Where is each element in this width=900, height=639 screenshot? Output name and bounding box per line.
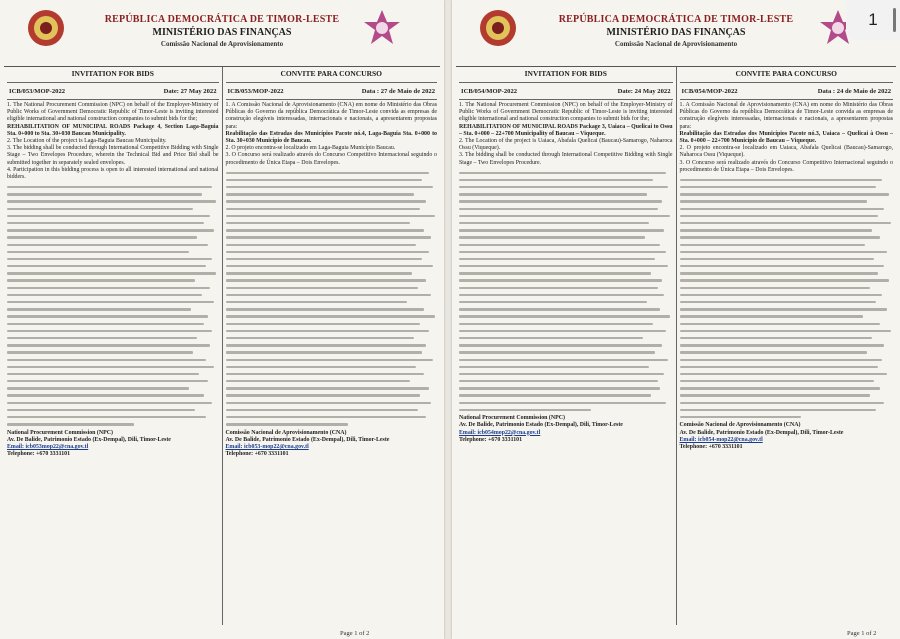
contact-phone: Telephone: +670 3331101 bbox=[7, 451, 71, 458]
project-name: Reabilitação das Estradas dos Municípios Pacote nó.3, Uaiaca – Quelicai à Ossu – Sta. 0+000 – 22+700 Município de Baucau – Viqueque. bbox=[679, 130, 893, 145]
republic-name: REPÚBLICA DEMOCRÁTICA DE TIMOR-LESTE bbox=[104, 14, 340, 25]
portuguese-column bbox=[676, 67, 897, 625]
project-name: REHABILITATION OF MUNICIPAL ROADS Package 3, Uaiaca – Quelicai to Ossu – Sta. 0+000 – 22+700 Municipality of Baucau – Viqueque. bbox=[459, 123, 673, 137]
cna-seal-icon bbox=[362, 8, 402, 48]
contact-address: Av. De Balide, Patrimonio Estado (Ex-Dempal), Dili, Timor-Leste bbox=[225, 436, 390, 443]
bid-reference: ICB/054/MOP-2022 bbox=[461, 87, 518, 95]
letterhead bbox=[452, 0, 900, 68]
paragraph: 2. The Location of the project is Laga-Baguia Baucau Municipality. bbox=[7, 138, 167, 145]
scrollbar-handle[interactable] bbox=[893, 8, 896, 32]
contact-heading: Comissão Nacional de Aprovisionamento (CNA) bbox=[679, 422, 801, 429]
bid-reference: ICB/054/MOP-2022 bbox=[681, 87, 738, 95]
republic-name: REPÚBLICA DEMOCRÁTICA DE TIMOR-LESTE bbox=[558, 14, 794, 25]
paragraph: 1. A Comissão Nacional de Aprovisionamento (CNA) em nome do Ministério das Obras Públicas do Governo da república Democrática de Timor-Leste convida as empresas de construção elegíveis interessadas, internacionais e nacionais, a apresentarem propostas para: bbox=[225, 102, 437, 130]
bid-date: Data : 27 de Maio de 2022 bbox=[361, 87, 435, 95]
paragraph: 1. A Comissão Nacional de Aprovisionamento (CNA) em nome do Ministério das Obras Públicas do Governo da república Democrática de Timor-Leste convida as empresas de construção elegíveis interessadas, internacionais e nacionais, a apresentarem propostas para: bbox=[679, 102, 893, 130]
contact-heading: Comissão Nacional de Aprovisionamento (CNA) bbox=[225, 429, 347, 436]
contact-email-link[interactable]: Email: icb053-mop22@cna.gov.tl bbox=[225, 443, 309, 450]
paragraph: 3. O Concurso será realizado através do Concurso Competitivo Internacional seguindo o procedimento de Única Etapa – Dois Envelopes. bbox=[679, 159, 893, 173]
body-text-lines bbox=[226, 172, 438, 426]
column-title: CONVITE PARA CONCURSO bbox=[226, 67, 438, 83]
document-page-left bbox=[0, 0, 444, 639]
ministry-name: MINISTÉRIO DAS FINANÇAS bbox=[606, 27, 746, 38]
english-column bbox=[4, 67, 222, 625]
page-number: Page 1 of 2 bbox=[847, 630, 877, 637]
body-text-lines bbox=[680, 179, 894, 419]
contact-email-link[interactable]: Email: icb053mop22@cna.gov.tl bbox=[7, 444, 89, 451]
portuguese-column bbox=[222, 67, 441, 625]
paragraph: 3. The bidding shall be conducted through International Competitive Bidding with Single Stage – Two Envelopes Procedure. bbox=[459, 152, 673, 166]
project-name: Reabilitação das Estradas dos Municípios Pacote nó.4, Laga-Baguia Sta. 0+000 to Sta. 30+030 Município de Baucau. bbox=[225, 130, 437, 145]
document-page-right bbox=[452, 0, 900, 639]
contact-address: Av. De Balide, Patrimonio Estado (Ex-Dempal), Dili, Timor-Leste bbox=[679, 429, 844, 436]
page-number: Page 1 of 2 bbox=[340, 630, 370, 637]
paragraph: 4. Participation in this bidding process is open to all interested international and national bidders. bbox=[7, 166, 219, 181]
contact-address: Av. De Balide, Patrimonio Estado (Ex-Dempal), Dili, Timor-Leste bbox=[7, 436, 171, 443]
column-title: INVITATION FOR BIDS bbox=[7, 67, 219, 83]
paragraph: 2. O projeto encontra-se localizado em Uaiaca, Abafala Quelicai (Baucau)-Samarogo, Naharoca Ossu (Viqueque). bbox=[679, 145, 893, 159]
paragraph: 1. The National Procurement Commission (NPC) on behalf of the Employer-Ministry of Public Works of Government Democratic Republic of Timor-Leste is inviting interested eligible international and national construction companies to submit bids for the; bbox=[459, 102, 673, 123]
bid-date: Data : 24 de Maio de 2022 bbox=[817, 87, 891, 95]
paragraph: 2. The Location of the project is Uaiaca, Abafala Quelicai (Baucau)-Samarogo, Naharoca Ossu (Viqueque). bbox=[459, 138, 673, 152]
body-text-lines bbox=[7, 186, 219, 426]
page-indicator: 1 bbox=[868, 10, 878, 29]
project-name: REHABILITATION OF MUNICIPAL ROADS Package 4, Section Laga-Baguia Sta. 0+000 to Sta. 30+030 Baucau Municipality. bbox=[7, 123, 219, 137]
letterhead bbox=[0, 0, 444, 68]
page-indicator-badge[interactable] bbox=[846, 0, 900, 40]
contact-heading: National Procurement Commission (NPC) bbox=[459, 415, 565, 422]
bid-reference: ICB/053/MOP-2022 bbox=[227, 87, 284, 95]
contact-address: Av. De Balide, Patrimonio Estado (Ex-Dempal), Dili, Timor-Leste bbox=[459, 422, 623, 429]
paragraph: 1. The National Procurement Commission (NPC) on behalf of the Employer-Ministry of Public Works of Government Democratic Republic of Timor-Leste is inviting interested eligible international and national construction companies to submit bids for the; bbox=[7, 102, 219, 123]
ministry-name: MINISTÉRIO DAS FINANÇAS bbox=[152, 27, 292, 38]
paragraph: 3. O Concurso será realizado através do Concurso Competitivo Internacional seguindo o procedimento de Única Etapa – Dois Envelopes. bbox=[225, 152, 437, 166]
paragraph: 2. O projeto encontra-se localizado em Laga-Baguia Município Baucau. bbox=[225, 145, 396, 152]
contact-phone: Telephone: +670 3331101 bbox=[225, 451, 289, 458]
english-column bbox=[456, 67, 676, 625]
column-title: CONVITE PARA CONCURSO bbox=[680, 67, 894, 83]
bid-date: Date: 24 May 2022 bbox=[617, 87, 671, 95]
contact-email-link[interactable]: Email: icb054-mop22@cna.gov.tl bbox=[679, 436, 763, 443]
contact-phone: Telephone: +670 3331101 bbox=[679, 444, 743, 451]
contact-phone: Telephone: +670 3331101 bbox=[459, 436, 523, 443]
bid-date: Date: 27 May 2022 bbox=[163, 87, 217, 95]
commission-name: Comissão Nacional de Aprovisionamento bbox=[614, 40, 738, 48]
bid-reference: ICB/053/MOP-2022 bbox=[9, 87, 66, 95]
contact-email-link[interactable]: Email: icb054mop22@cna.gov.tl bbox=[459, 429, 541, 436]
body-text-lines bbox=[459, 172, 673, 412]
paragraph: 3. The bidding shall be conducted through International Competitive Bidding with Single Stage – Two Envelopes Procedure, wherein the Technical Bid and Price Bid shall be submitted together in separately sealed envelopes. bbox=[7, 145, 219, 166]
commission-name: Comissão Nacional de Aprovisionamento bbox=[160, 40, 284, 48]
column-title: INVITATION FOR BIDS bbox=[459, 67, 673, 83]
contact-heading: National Procurement Commission (NPC) bbox=[7, 429, 113, 436]
